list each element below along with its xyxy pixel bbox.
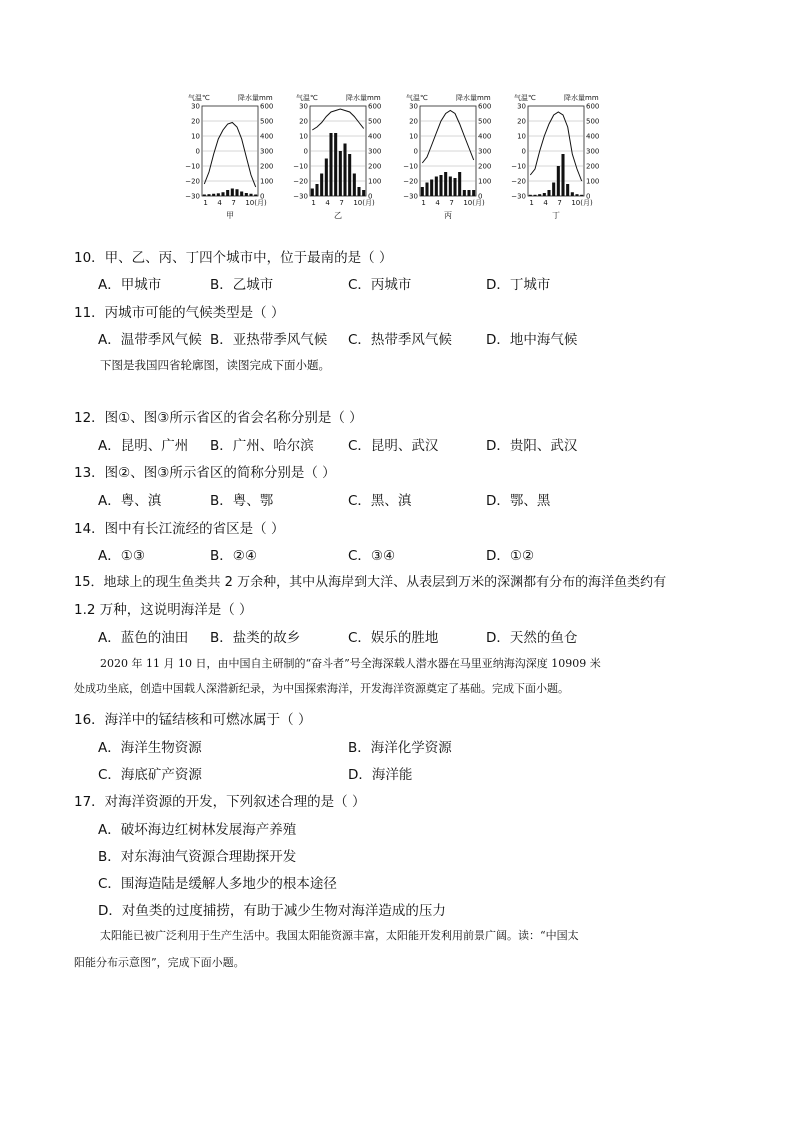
precip-tick-label: 400: [478, 132, 492, 141]
precip-bar: [557, 166, 560, 196]
precip-tick-label: 200: [478, 162, 492, 171]
option[interactable]: D．天然的鱼仓: [486, 630, 578, 646]
temp-tick-label: 0: [413, 147, 418, 156]
option[interactable]: C．丙城市: [348, 277, 412, 293]
month-tick-label: 1: [529, 199, 534, 207]
climate-chart-bing: [398, 92, 498, 232]
temp-tick-label: −20: [403, 177, 418, 186]
precip-bar: [311, 189, 314, 197]
passage-solar-2: 阳能分布示意图”，完成下面小题。: [74, 956, 245, 969]
precip-axis-label: 降水量mm: [346, 94, 381, 102]
precip-tick-label: 0: [260, 192, 265, 201]
temp-tick-label: 0: [521, 147, 526, 156]
precip-bar: [231, 189, 234, 197]
temp-tick-label: −10: [293, 162, 308, 171]
temp-tick-label: −10: [185, 162, 200, 171]
chart-name: 丙: [444, 211, 452, 220]
option[interactable]: B．海洋化学资源: [348, 740, 452, 756]
option[interactable]: A．温带季风气候: [98, 332, 202, 348]
precip-bar: [329, 133, 332, 196]
option[interactable]: B．盐类的故乡: [210, 630, 301, 646]
precip-tick-label: 600: [260, 102, 274, 111]
temperature-line: [204, 123, 255, 188]
temp-tick-label: 10: [517, 132, 526, 141]
precip-bar: [348, 154, 351, 196]
precip-bar: [580, 195, 583, 196]
temp-tick-label: −20: [293, 177, 308, 186]
temp-tick-label: −30: [511, 192, 526, 201]
month-tick-label: 7: [557, 199, 562, 207]
option[interactable]: B．亚热带季风气候: [210, 332, 328, 348]
precip-tick-label: 400: [260, 132, 274, 141]
option[interactable]: B．对东海油气资源合理勘探开发: [98, 849, 297, 865]
temperature-line: [530, 112, 581, 181]
option[interactable]: D．地中海气候: [486, 332, 578, 348]
precip-tick-label: 100: [260, 177, 274, 186]
precip-bar: [561, 154, 564, 196]
precip-tick-label: 200: [586, 162, 600, 171]
month-tick-label: 1: [203, 199, 208, 207]
precip-bar: [421, 187, 424, 196]
question-12: 12．图①、图③所示省区的省会名称分别是（ ）: [74, 410, 363, 426]
precip-bar: [212, 194, 215, 196]
precip-tick-label: 300: [260, 147, 274, 156]
precip-bar: [575, 194, 578, 196]
precip-bar: [439, 175, 442, 196]
option[interactable]: A．①③: [98, 548, 145, 564]
temp-tick-label: 0: [303, 147, 308, 156]
precip-tick-label: 0: [586, 192, 591, 201]
option[interactable]: C．昆明、武汉: [348, 438, 439, 454]
month-tick-label: 7: [231, 199, 236, 207]
temp-tick-label: −30: [185, 192, 200, 201]
precip-bar: [444, 172, 447, 196]
month-tick-label: 7: [339, 199, 344, 207]
precip-bar: [543, 193, 546, 196]
precip-bar: [245, 193, 248, 196]
precip-tick-label: 100: [478, 177, 492, 186]
month-tick-label: 4: [325, 199, 330, 207]
precip-bar: [529, 195, 532, 196]
month-tick-label: 4: [217, 199, 222, 207]
month-tick-label: 10(月): [353, 199, 375, 207]
month-tick-label: 10(月): [245, 199, 267, 207]
chart-name: 甲: [226, 211, 234, 220]
temp-axis-label: 气温℃: [296, 94, 318, 102]
option[interactable]: C．海底矿产资源: [98, 767, 202, 783]
precip-tick-label: 600: [478, 102, 492, 111]
option[interactable]: D．鄂、黑: [486, 493, 551, 509]
precip-bar: [254, 195, 257, 197]
precip-bar: [353, 174, 356, 197]
option[interactable]: D．①②: [486, 548, 535, 564]
option[interactable]: C．黑、滇: [348, 493, 412, 509]
option[interactable]: D．海洋能: [348, 767, 413, 783]
precip-tick-label: 100: [368, 177, 382, 186]
question-17: 17．对海洋资源的开发，下列叙述合理的是（ ）: [74, 794, 366, 810]
precip-bar: [325, 159, 328, 197]
precip-bar: [207, 194, 210, 196]
precip-axis-label: 降水量mm: [564, 94, 599, 102]
precip-tick-label: 600: [586, 102, 600, 111]
temp-tick-label: 20: [299, 117, 308, 126]
precip-tick-label: 300: [586, 147, 600, 156]
temp-tick-label: 10: [191, 132, 200, 141]
option[interactable]: C．③④: [348, 548, 396, 564]
precip-tick-label: 200: [260, 162, 274, 171]
option[interactable]: A．破坏海边红树林发展海产养殖: [98, 822, 297, 838]
chart-name: 乙: [334, 211, 342, 220]
question-13: 13．图②、图③所示省区的简称分别是（ ）: [74, 465, 336, 481]
option[interactable]: A．粤、滇: [98, 493, 162, 509]
temp-tick-label: −10: [511, 162, 526, 171]
temperature-line: [312, 109, 363, 130]
temp-tick-label: 10: [299, 132, 308, 141]
precip-bar: [320, 174, 323, 197]
temp-axis-label: 气温℃: [406, 94, 428, 102]
option[interactable]: A．海洋生物资源: [98, 740, 202, 756]
precip-bar: [357, 187, 360, 196]
precip-tick-label: 0: [478, 192, 483, 201]
temp-tick-label: −20: [511, 177, 526, 186]
option[interactable]: A．昆明、广州: [98, 438, 189, 454]
option[interactable]: D．对鱼类的过度捕捞，有助于减少生物对海洋造成的压力: [98, 903, 446, 919]
precip-tick-label: 200: [368, 162, 382, 171]
precip-bar: [571, 192, 574, 196]
option[interactable]: C．热带季风气候: [348, 332, 452, 348]
temp-axis-label: 气温℃: [514, 94, 536, 102]
option[interactable]: B．乙城市: [210, 277, 274, 293]
precip-bar: [566, 184, 569, 196]
precip-bar: [449, 177, 452, 197]
climate-charts: [180, 92, 620, 232]
climate-chart-jia: [180, 92, 280, 232]
temp-tick-label: 20: [409, 117, 418, 126]
precip-tick-label: 300: [478, 147, 492, 156]
precip-tick-label: 500: [368, 117, 382, 126]
temp-tick-label: 30: [517, 102, 526, 111]
precip-tick-label: 600: [368, 102, 382, 111]
precip-bar: [226, 190, 229, 196]
precip-tick-label: 500: [260, 117, 274, 126]
temp-tick-label: 30: [409, 102, 418, 111]
precip-bar: [435, 177, 438, 197]
temp-tick-label: 0: [195, 147, 200, 156]
precip-bar: [453, 178, 456, 196]
month-tick-label: 4: [435, 199, 440, 207]
precip-bar: [221, 192, 224, 196]
passage-fendouzhe-1: 2020 年 11 月 10 日，由中国自主研制的“奋斗者”号全海深载人潜水器在马里亚纳海沟深度 10909 米: [100, 657, 601, 670]
temp-tick-label: 10: [409, 132, 418, 141]
question-10: 10．甲、乙、丙、丁四个城市中，位于最南的是（ ）: [74, 250, 393, 266]
chart-name: 丁: [552, 211, 560, 220]
precip-bar: [249, 194, 252, 196]
precip-bar: [458, 172, 461, 196]
option[interactable]: B．②④: [210, 548, 257, 564]
precip-bar: [472, 190, 475, 196]
precip-tick-label: 500: [586, 117, 600, 126]
precip-bar: [552, 183, 555, 197]
question-11: 11．丙城市可能的气候类型是（ ）: [74, 305, 285, 321]
temp-tick-label: 20: [517, 117, 526, 126]
precip-bar: [430, 180, 433, 197]
temp-tick-label: −30: [403, 192, 418, 201]
precip-bar: [547, 190, 550, 196]
option[interactable]: C．娱乐的胜地: [348, 630, 439, 646]
option[interactable]: D．丁城市: [486, 277, 551, 293]
precip-bar: [235, 189, 238, 196]
precip-bar: [425, 183, 428, 197]
precip-axis-label: 降水量mm: [238, 94, 273, 102]
precip-axis-label: 降水量mm: [456, 94, 491, 102]
month-tick-label: 1: [421, 199, 426, 207]
temp-tick-label: 30: [191, 102, 200, 111]
question-15-cont: 1.2 万种，这说明海洋是（ ）: [74, 602, 253, 618]
option[interactable]: D．贵阳、武汉: [486, 438, 578, 454]
month-tick-label: 7: [449, 199, 454, 207]
option[interactable]: B．粤、鄂: [210, 493, 274, 509]
option[interactable]: C．围海造陆是缓解人多地少的根本途径: [98, 876, 337, 892]
precip-bar: [467, 190, 470, 196]
option[interactable]: A．蓝色的油田: [98, 630, 189, 646]
precip-bar: [538, 194, 541, 196]
precip-tick-label: 400: [368, 132, 382, 141]
month-tick-label: 1: [311, 199, 316, 207]
precip-tick-label: 100: [586, 177, 600, 186]
option[interactable]: A．甲城市: [98, 277, 162, 293]
precip-bar: [240, 192, 243, 197]
passage-solar-1: 太阳能已被广泛利用于生产生活中。我国太阳能资源丰富，太阳能开发利用前景广阔。读：“中国太: [100, 929, 579, 942]
temp-tick-label: −20: [185, 177, 200, 186]
option[interactable]: B．广州、哈尔滨: [210, 438, 314, 454]
month-tick-label: 4: [543, 199, 548, 207]
climate-chart-ding: [506, 92, 606, 232]
precip-tick-label: 300: [368, 147, 382, 156]
temp-tick-label: 20: [191, 117, 200, 126]
precip-bar: [339, 151, 342, 196]
precip-tick-label: 0: [368, 192, 373, 201]
precip-bar: [217, 193, 220, 196]
precip-tick-label: 500: [478, 117, 492, 126]
climate-chart-yi: [288, 92, 388, 232]
precip-bar: [362, 190, 365, 196]
temperature-line: [422, 111, 473, 164]
passage-provinces: 下图是我国四省轮廓图，读图完成下面小题。: [100, 358, 330, 372]
precip-bar: [315, 184, 318, 196]
precip-tick-label: 400: [586, 132, 600, 141]
precip-bar: [203, 195, 206, 197]
precip-bar: [463, 190, 466, 196]
precip-bar: [533, 195, 536, 196]
temp-tick-label: 30: [299, 102, 308, 111]
temp-axis-label: 气温℃: [188, 94, 210, 102]
passage-fendouzhe-2: 处成功坐底，创造中国载人深潜新纪录，为中国探索海洋，开发海洋资源奠定了基础。完成下面小题。: [74, 682, 569, 695]
month-tick-label: 10(月): [571, 199, 593, 207]
question-14: 14．图中有长江流经的省区是（ ）: [74, 521, 285, 537]
question-16: 16．海洋中的锰结核和可燃冰属于（ ）: [74, 712, 312, 728]
precip-bar: [334, 133, 337, 196]
temp-tick-label: −30: [293, 192, 308, 201]
temp-tick-label: −10: [403, 162, 418, 171]
month-tick-label: 10(月): [463, 199, 485, 207]
precip-bar: [343, 144, 346, 197]
question-15: 15．地球上的现生鱼类共 2 万余种，其中从海岸到大洋、从表层到万米的深渊都有分布的海洋鱼类约有: [74, 575, 667, 590]
